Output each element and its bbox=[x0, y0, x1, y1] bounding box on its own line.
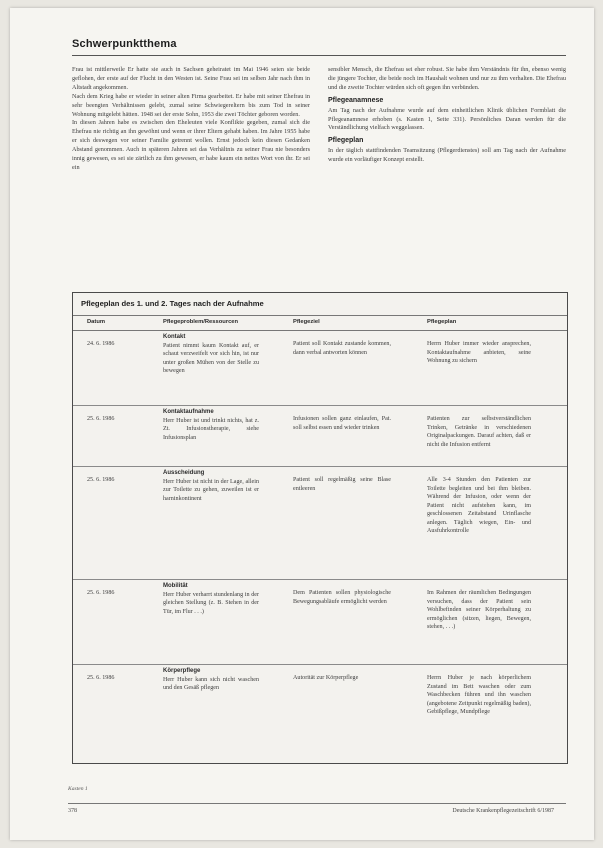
problem-text: Herr Huber ist nicht in der Lage, allein zur Toilette zu gehen, zuweilen ist er harninkontinent bbox=[163, 478, 259, 502]
goal-cell: Autorität zur Körperpflege bbox=[293, 675, 359, 681]
plan-cell: Patienten zur selbstverständlichen Trinken, Getränke in verschiedenen Originalpackungen. Darauf achten, daß er nicht die Infusion entfernt bbox=[427, 416, 531, 448]
table-row bbox=[73, 580, 567, 665]
table-title: Pflegeplan des 1. und 2. Tages nach der Aufnahme bbox=[81, 299, 264, 308]
page-number: 378 bbox=[68, 808, 77, 814]
category-label: Ausscheidung bbox=[163, 470, 205, 476]
category-label: Mobilität bbox=[163, 583, 188, 589]
plan-cell: Herrn Huber immer wieder ansprechen, Kontaktaufnahme anbieten, seine Wohnung zu sichern bbox=[427, 341, 531, 364]
date-cell: 25. 6. 1986 bbox=[87, 416, 115, 422]
table-row bbox=[73, 406, 567, 467]
care-plan-table bbox=[72, 292, 568, 764]
paragraph: Frau ist mittlerweile Er hatte sie auch in Sachsen geheiratet im Mai 1946 seien sie beide geflohen, der erste auf der Flucht in den Westen ist. Seine Frau sei im selben Jahr nach ihm in Altstadt angekommen. bbox=[72, 66, 310, 91]
paragraph: Am Tag nach der Aufnahme wurde auf dem einheitlichen Klinik üblichen Formblatt die Pflegeanamnese erhoben (s. Kasten 1, Seite 331). Persönliches Daran werden für die Verständlichung vielfach weggelassen. bbox=[328, 106, 566, 132]
plan-cell: Alle 3-4 Stunden den Patienten zur Toilette begleiten und bei ihm bleiben. Während der Infusion, oder wenn der Patient nicht aufstehen kann, im geschlossenen Zeitabstand Urinflasche anlegen. Täglich wiegen, Ein- und Ausfuhrkontrolle bbox=[427, 477, 531, 534]
right-text-column bbox=[328, 66, 566, 165]
footer-rule bbox=[68, 803, 566, 804]
problem-text: Patient nimmt kaum Kontakt auf, er schaut verzweifelt vor sich hin, ist nur unter großen Mühen von der Stelle zu bewegen bbox=[163, 342, 259, 374]
category-label: Körperpflege bbox=[163, 668, 201, 674]
problem-cell bbox=[163, 667, 259, 693]
plan-cell: Herrn Huber je nach körperlichem Zustand im Bett waschen oder zum Waschbecken führen und ihn waschen (angebotene Zeitpunkt regelmäßig baden), Gebißpflege, Mundpflege bbox=[427, 675, 531, 715]
problem-cell bbox=[163, 582, 259, 616]
table-row bbox=[73, 665, 567, 761]
date-cell: 25. 6. 1986 bbox=[87, 675, 115, 681]
paragraph: In diesen Jahren habe es zwischen den Eheleuten viele Konflikte gegeben, zumal sich die Ehefrau nie richtig an ihn gewöhnt und wenn er ihrer Eltern gehabt haben. Im Jahre 1955 habe er sich deswegen vor seiner Familie getrennt wollen. Ernst jedoch kein diesen Gedanken Abstand genommen. Auch in späteren Jahren sei das Verhältnis zu seiner Frau nie besonders innig gewesen, es sei sie zärtlich zu ihm gewesen, er habe kaum ein nettes Wort von ihr. Er sei ein bbox=[72, 119, 310, 171]
problem-text: Herr Huber kann sich nicht waschen und den Gesäß pflegen bbox=[163, 676, 259, 691]
section-title: Schwerpunktthema bbox=[72, 38, 177, 50]
header-ziel: Pflegeziel bbox=[293, 319, 320, 325]
problem-cell bbox=[163, 333, 259, 376]
problem-cell bbox=[163, 408, 259, 442]
header-problem: Pflegeproblem/Ressourcen bbox=[163, 319, 239, 325]
goal-cell: Patient soll regelmäßig seine Blase entleeren bbox=[293, 477, 391, 492]
goal-cell: Infusionen sollen ganz einlaufen, Pat. soll selbst essen und wieder trinken bbox=[293, 416, 391, 431]
date-cell: 24. 6. 1986 bbox=[87, 341, 115, 347]
title-rule bbox=[72, 55, 566, 56]
date-cell: 25. 6. 1986 bbox=[87, 590, 115, 596]
category-label: Kontakt bbox=[163, 334, 186, 340]
subheading-pflegeplan: Pflegeplan bbox=[328, 137, 364, 145]
goal-cell: Patient soll Kontakt zustande kommen, dann verbal antworten können bbox=[293, 341, 391, 356]
problem-cell bbox=[163, 469, 259, 503]
header-datum: Datum bbox=[87, 319, 106, 325]
left-text-column bbox=[72, 66, 310, 173]
problem-text: Herr Huber ist und trinkt nichts, hat z. Zt. Infusionstherapie, siehe Infusionsplan bbox=[163, 417, 259, 441]
document-page bbox=[10, 8, 594, 840]
plan-cell: Im Rahmen der räumlichen Bedingungen versuchen, dass der Patient sein Wohlbefinden seiner Körperhaltung zu ermöglichen (sitzen, liegen, Bewegen, stehen, . . .) bbox=[427, 590, 531, 630]
date-cell: 25. 6. 1986 bbox=[87, 477, 115, 483]
goal-cell: Dem Patienten sollen physiologische Bewegungsabläufe ermöglicht werden bbox=[293, 590, 391, 605]
table-row bbox=[73, 331, 567, 406]
table-header bbox=[73, 315, 567, 331]
paragraph: sensibler Mensch, die Ehefrau sei eher robust. Sie habe ihm Verständnis für ihn, ebenso wenig die jüngere Tochter, die beide noch im Haushalt wohnen und nur zu ihm verhalten. Die Ehefrau und die zweite Tochter würden sich oft gegen ihn verbünden. bbox=[328, 66, 566, 91]
paragraph: Nach dem Krieg habe er wieder in seiner alten Firma gearbeitet. Er habe mit seiner Ehefrau in sehr beengten Verhältnissen gelebt, zumal seine Schwiegereltern bis zum Tod in seiner Wohnung mitgelebt hätten. 1948 sei der erste Sohn, 1953 die zwei Töchter geboren worden. bbox=[72, 92, 310, 118]
journal-name: Deutsche Krankenpflegezeitschrift 6/1987 bbox=[452, 808, 554, 814]
paragraph: In der täglich stattfindenden Teamsitzung (Pflegerdienstes) soll am Tag nach der Aufnahme wurde ein vorläufiger Konzept erstellt. bbox=[328, 147, 566, 164]
problem-text: Herr Huber verharrt stundenlang in der gleichen Stellung (z. B. Stehen in der Tür, im Flur . . .) bbox=[163, 591, 259, 615]
subheading-pflegeanamnese: Pflegeanamnese bbox=[328, 96, 384, 104]
header-plan: Pflegeplan bbox=[427, 319, 457, 325]
box-note: Kasten 1 bbox=[68, 786, 88, 792]
category-label: Kontaktaufnahme bbox=[163, 409, 214, 415]
table-row bbox=[73, 467, 567, 580]
